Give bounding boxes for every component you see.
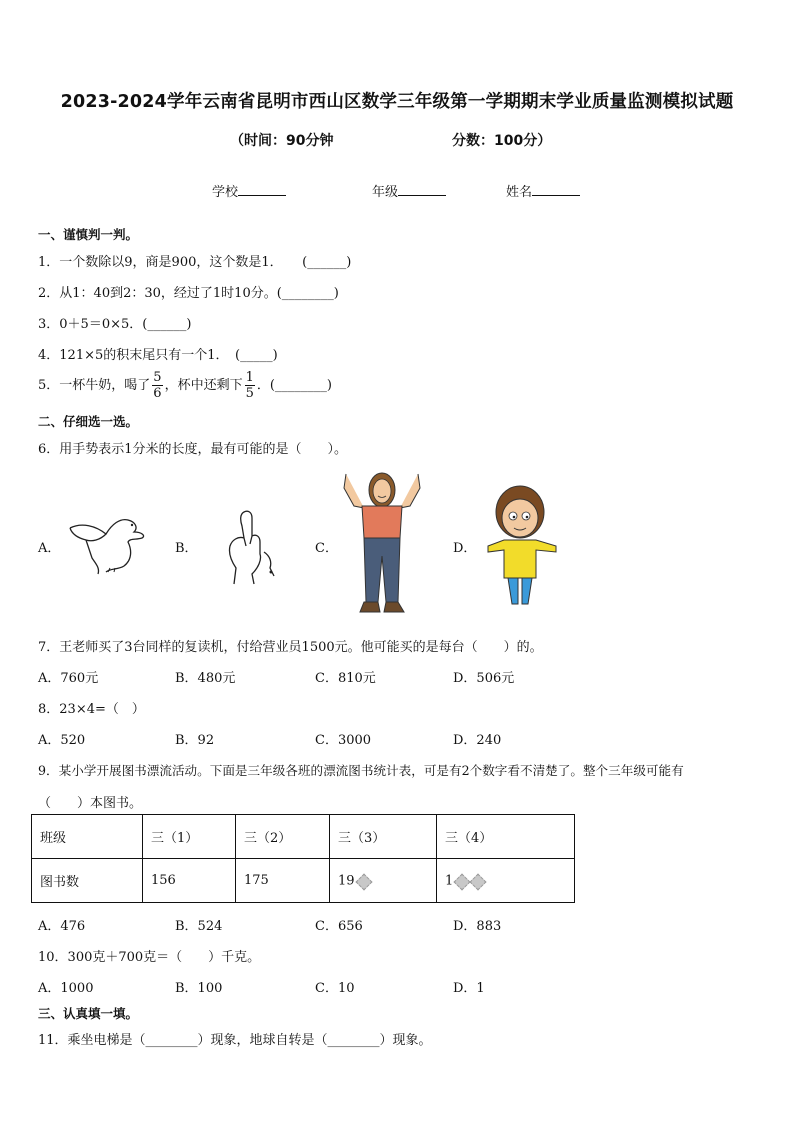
q9-option-d[interactable]: D．883 (453, 919, 502, 934)
table-row (32, 859, 575, 903)
question-5 (38, 370, 332, 401)
q5-frac2-num: 1 (245, 370, 254, 385)
table-row-label: 图书数 (32, 859, 143, 903)
table-cell-value: 1 (445, 873, 454, 888)
table-cell (437, 859, 575, 903)
question-6: 6．用手势表示1分米的长度，最有可能的是（ ）。 (38, 442, 348, 457)
question-9-line-2: （ ）本图书。 (38, 796, 143, 811)
table-header-cell: 三（3） (330, 815, 437, 859)
question-8: 8．23×4=（ ） (38, 702, 145, 717)
question-7: 7．王老师买了3台同样的复读机，付给营业员1500元。他可能买的是每台（ ）的。 (38, 640, 543, 655)
question-1: 1．一个数除以9，商是900，这个数是1． (______) (38, 255, 352, 270)
q6-option-a-label[interactable]: A． (38, 541, 61, 556)
q9-option-a[interactable]: A．476 (38, 919, 86, 934)
book-count-table (31, 814, 575, 903)
pinch-gesture-image (214, 508, 284, 586)
q6-option-b-label[interactable]: B． (175, 541, 198, 556)
q6-option-d-label[interactable]: D． (453, 541, 477, 556)
name-field[interactable] (506, 181, 580, 200)
question-4: 4．121×5的积末尾只有一个1． (_____) (38, 348, 278, 363)
q8-option-b[interactable]: B．92 (175, 733, 215, 748)
q10-option-b[interactable]: B．100 (175, 981, 223, 996)
section-2-heading: 二、仔细选一选。 (38, 414, 139, 429)
table-header-row (32, 815, 575, 859)
question-10: 10．300克＋700克＝（ ）千克。 (38, 950, 261, 965)
school-blank[interactable] (238, 184, 286, 196)
boy-arms-out-image (482, 482, 562, 606)
question-2: 2．从1：40到2：30，经过了1时10分。(________) (38, 286, 339, 301)
table-header-cell: 班级 (32, 815, 143, 859)
school-label: 学校 (212, 185, 239, 200)
q5-fraction-1 (152, 370, 162, 401)
exam-time: （时间：90分钟 (230, 133, 334, 149)
grade-field[interactable] (372, 181, 446, 200)
obscured-digit-icon (453, 873, 469, 889)
hand-shadow-bird-image (62, 508, 152, 576)
q8-option-d[interactable]: D．240 (453, 733, 502, 748)
q5-text-c: ．(________) (256, 378, 333, 393)
q9-option-c[interactable]: C．656 (315, 919, 363, 934)
grade-label: 年级 (372, 185, 399, 200)
table-header-cell: 三（1） (143, 815, 236, 859)
grade-blank[interactable] (398, 184, 446, 196)
q5-frac1-den: 6 (153, 386, 162, 401)
question-11: 11．乘坐电梯是（________）现象，地球自转是（________）现象。 (38, 1033, 432, 1048)
q8-option-a[interactable]: A．520 (38, 733, 86, 748)
q8-option-c[interactable]: C．3000 (315, 733, 372, 748)
table-cell-value: 19 (338, 873, 355, 888)
q7-option-b[interactable]: B．480元 (175, 671, 236, 686)
table-cell: 156 (143, 859, 236, 903)
section-3-heading: 三、认真填一填。 (38, 1006, 139, 1021)
q5-fraction-2 (245, 370, 255, 401)
q10-option-c[interactable]: C．10 (315, 981, 355, 996)
q5-frac1-num: 5 (153, 370, 162, 385)
obscured-digit-icon (469, 873, 485, 889)
name-label: 姓名 (506, 185, 533, 200)
q7-option-d[interactable]: D．506元 (453, 671, 515, 686)
q5-text-a: 5．一杯牛奶，喝了 (38, 378, 151, 393)
table-header-cell: 三（4） (437, 815, 575, 859)
q7-option-c[interactable]: C．810元 (315, 671, 376, 686)
exam-score: 分数：100分） (452, 133, 552, 149)
page-title: 2023-2024学年云南省昆明市西山区数学三年级第一学期期末学业质量监测模拟试题 (60, 92, 734, 112)
table-header-cell: 三（2） (236, 815, 330, 859)
table-cell: 175 (236, 859, 330, 903)
obscured-digit-icon (355, 873, 371, 889)
q10-option-a[interactable]: A．1000 (38, 981, 94, 996)
q6-option-c-label[interactable]: C． (315, 541, 338, 556)
q10-option-d[interactable]: D．1 (453, 981, 485, 996)
table-cell (330, 859, 437, 903)
section-1-heading: 一、谨慎判一判。 (38, 227, 139, 242)
question-3: 3．0＋5＝0×5．(______) (38, 317, 192, 332)
q5-text-b: ，杯中还剩下 (164, 378, 243, 393)
exam-meta (230, 130, 552, 150)
q7-option-a[interactable]: A．760元 (38, 671, 99, 686)
school-field[interactable] (212, 181, 286, 200)
person-arms-raised-image (336, 466, 428, 618)
q5-frac2-den: 5 (245, 386, 254, 401)
name-blank[interactable] (532, 184, 580, 196)
question-9-line-1: 9．某小学开展图书漂流活动。下面是三年级各班的漂流图书统计表，可是有2个数字看不清楚了。整个三年级可能有 (38, 763, 684, 778)
q9-option-b[interactable]: B．524 (175, 919, 223, 934)
